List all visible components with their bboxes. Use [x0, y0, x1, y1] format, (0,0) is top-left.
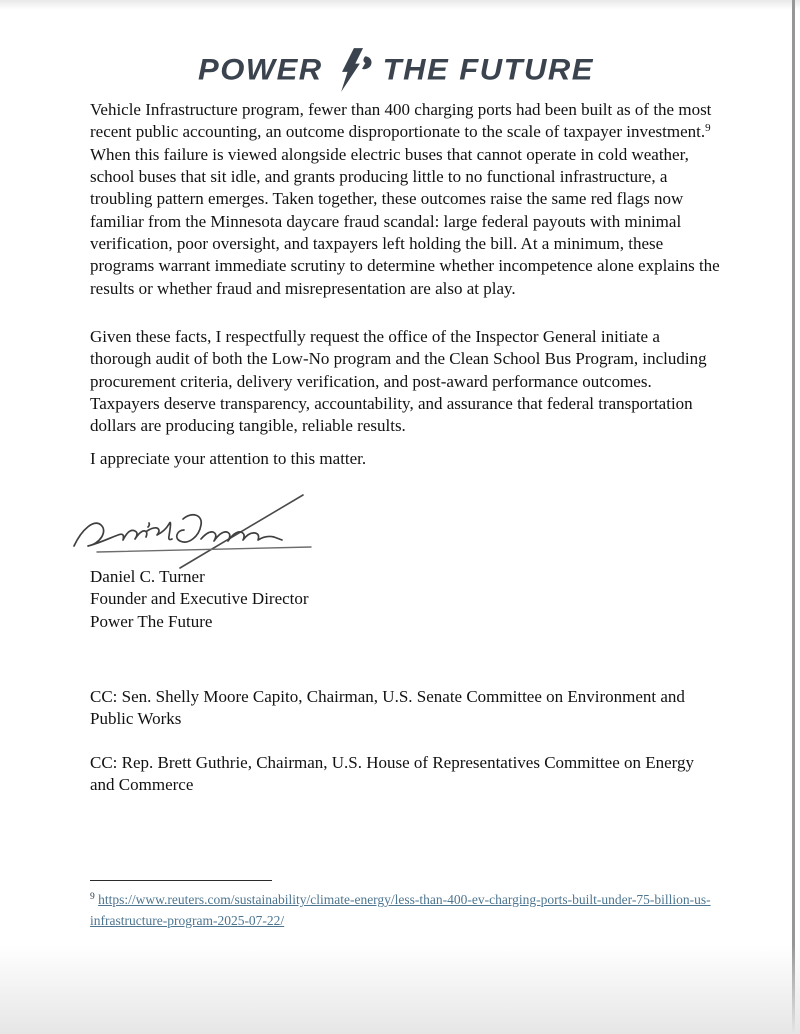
footnote-separator-rule [90, 880, 272, 881]
power-the-future-logo [0, 44, 792, 96]
logo-word-the-future: THE FUTURE [382, 52, 594, 87]
logo-word-power: POWER [198, 52, 323, 87]
paragraph-text: Vehicle Infrastructure program, fewer than 400 charging ports had been built as of the most recent public accounting, an outcome disproportionate to the scale of taxpayer investment. [90, 100, 712, 142]
signature-block [90, 566, 590, 633]
footnote-text [90, 887, 714, 931]
paragraph-text: When this failure is viewed alongside electric buses that cannot operate in cold weather, school buses that sit idle, and grants producing little to no functional infrastructure, a troubling pattern emerges. Taken together, these outcomes raise the same red flags now familiar from the Minnesota daycare fraud scandal: large federal payouts with minimal verification, poor oversight, and taxpayers left holding the bill. At a minimum, these programs warrant immediate scrutiny to determine whether incompetence alone explains the results or whether fraud and misrepresentation are also at play. [90, 144, 720, 298]
signer-title: Founder and Executive Director [90, 589, 309, 609]
paragraph-closing: I appreciate your attention to this matter. [90, 449, 367, 468]
signature-image [70, 489, 320, 569]
paragraph-audit-request: Given these facts, I respectfully request the office of the Inspector General initiate a thorough audit of both the Low-No program and the Clean School Bus Program, including procurement criteria, delivery verification, and post-award performance outcomes. Taxpayers deserve transparency, accountability, and assurance that federal transportation dollars are producing tangible, reliable results. [90, 327, 707, 436]
page-top-edge-shadow [0, 0, 800, 10]
cc-line-senate: CC: Sen. Shelly Moore Capito, Chairman, U.S. Senate Committee on Environment and Public Works [90, 687, 685, 729]
cc-line-house: CC: Rep. Brett Guthrie, Chairman, U.S. House of Representatives Committee on Energy and Commerce [90, 753, 695, 795]
footnote-section [90, 880, 714, 931]
signer-organization: Power The Future [90, 611, 213, 631]
lightning-bolt-icon [332, 46, 374, 94]
signer-name: Daniel C. Turner [90, 567, 205, 586]
page-edge-line [792, 0, 795, 1034]
page-bottom-edge-shadow [0, 944, 800, 1034]
footnote-reference-9: 9 [705, 122, 711, 135]
footnote-number: 9 [90, 892, 95, 902]
paragraph-audit-findings [90, 99, 722, 300]
footnote-link[interactable]: https://www.reuters.com/sustainability/climate-energy/less-than-400-ev-charging-ports-built-under-75-billion-us-infrastructure-program-2025-07-22/ [90, 892, 711, 928]
